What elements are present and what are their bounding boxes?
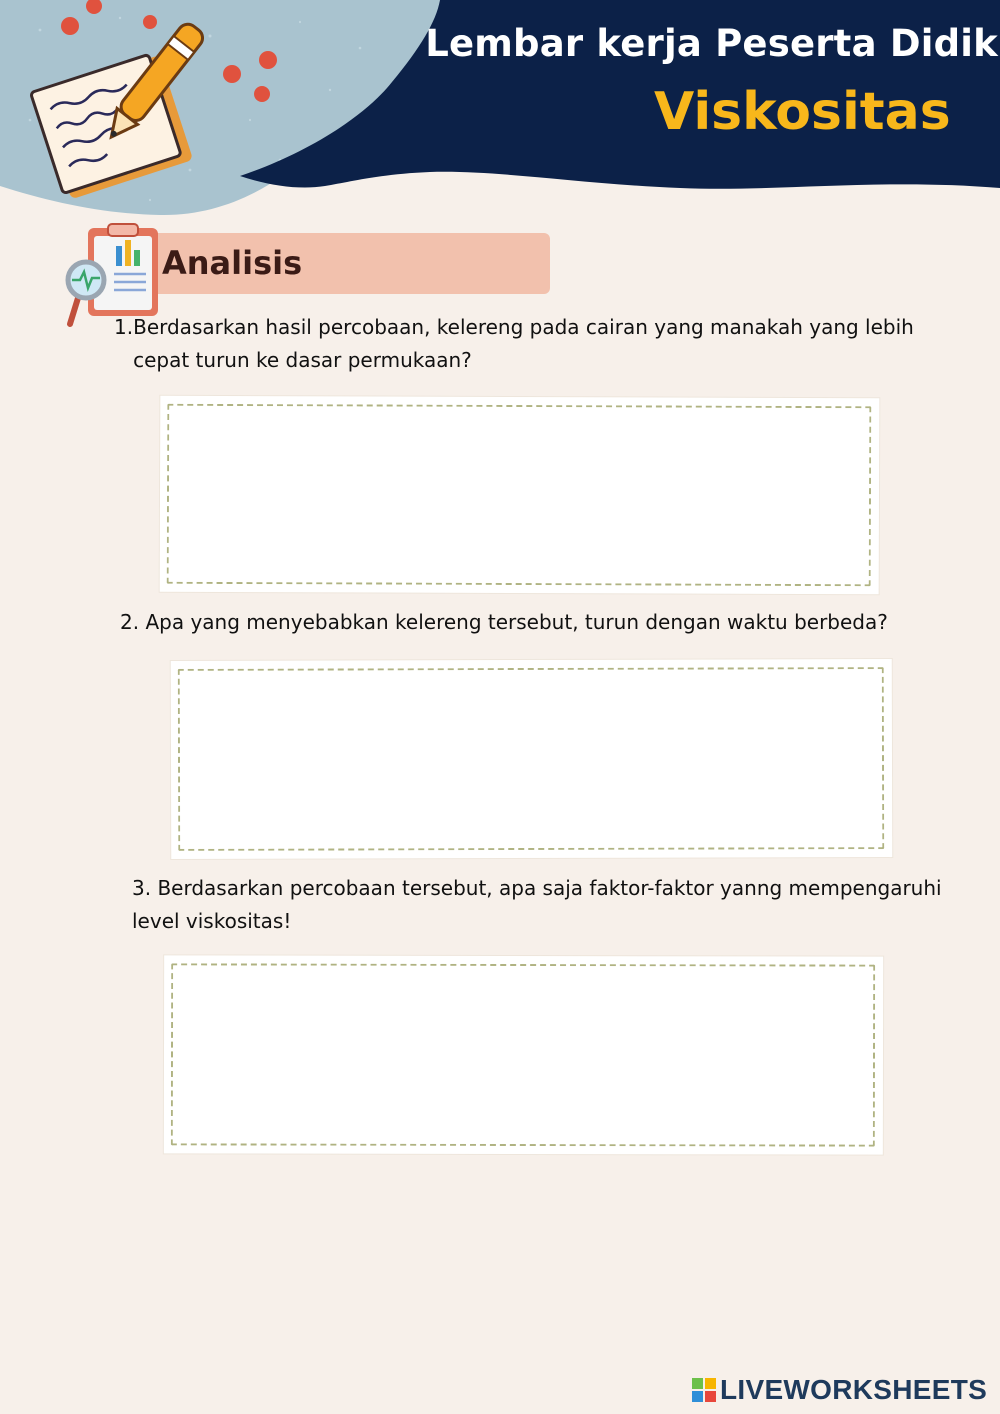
answer-box-2[interactable] — [171, 659, 893, 859]
answer-box-border — [178, 667, 884, 851]
question-number: 3. — [132, 876, 152, 900]
page-title: Lembar kerja Peserta Didik — [425, 22, 998, 65]
question-3 — [132, 872, 992, 938]
brand-name: LIVEWORKSHEETS — [720, 1374, 988, 1405]
footer-brand[interactable] — [692, 1374, 987, 1406]
question-number: 2. — [120, 610, 140, 634]
question-number: 1. — [114, 315, 134, 339]
answer-box-1[interactable] — [160, 396, 880, 595]
liveworksheets-logo-icon — [692, 1378, 716, 1402]
notebook-pen-icon — [14, 14, 204, 204]
question-1 — [114, 311, 964, 377]
question-text: Berdasarkan hasil percobaan, kelereng pada cairan yang manakah yang lebih cepat turun ke dasar permukaan? — [133, 315, 914, 372]
answer-box-3[interactable] — [164, 955, 883, 1154]
question-text: Berdasarkan percobaan tersebut, apa saja faktor-faktor yanng mempengaruhi level viskositas! — [132, 876, 942, 933]
question-text: Apa yang menyebabkan kelereng tersebut, turun dengan waktu berbeda? — [145, 610, 888, 634]
question-2 — [120, 606, 970, 639]
answer-box-border — [167, 404, 872, 586]
answer-box-border — [171, 963, 875, 1146]
section-title: Analisis — [162, 244, 303, 282]
page-subtitle: Viskositas — [654, 82, 951, 142]
